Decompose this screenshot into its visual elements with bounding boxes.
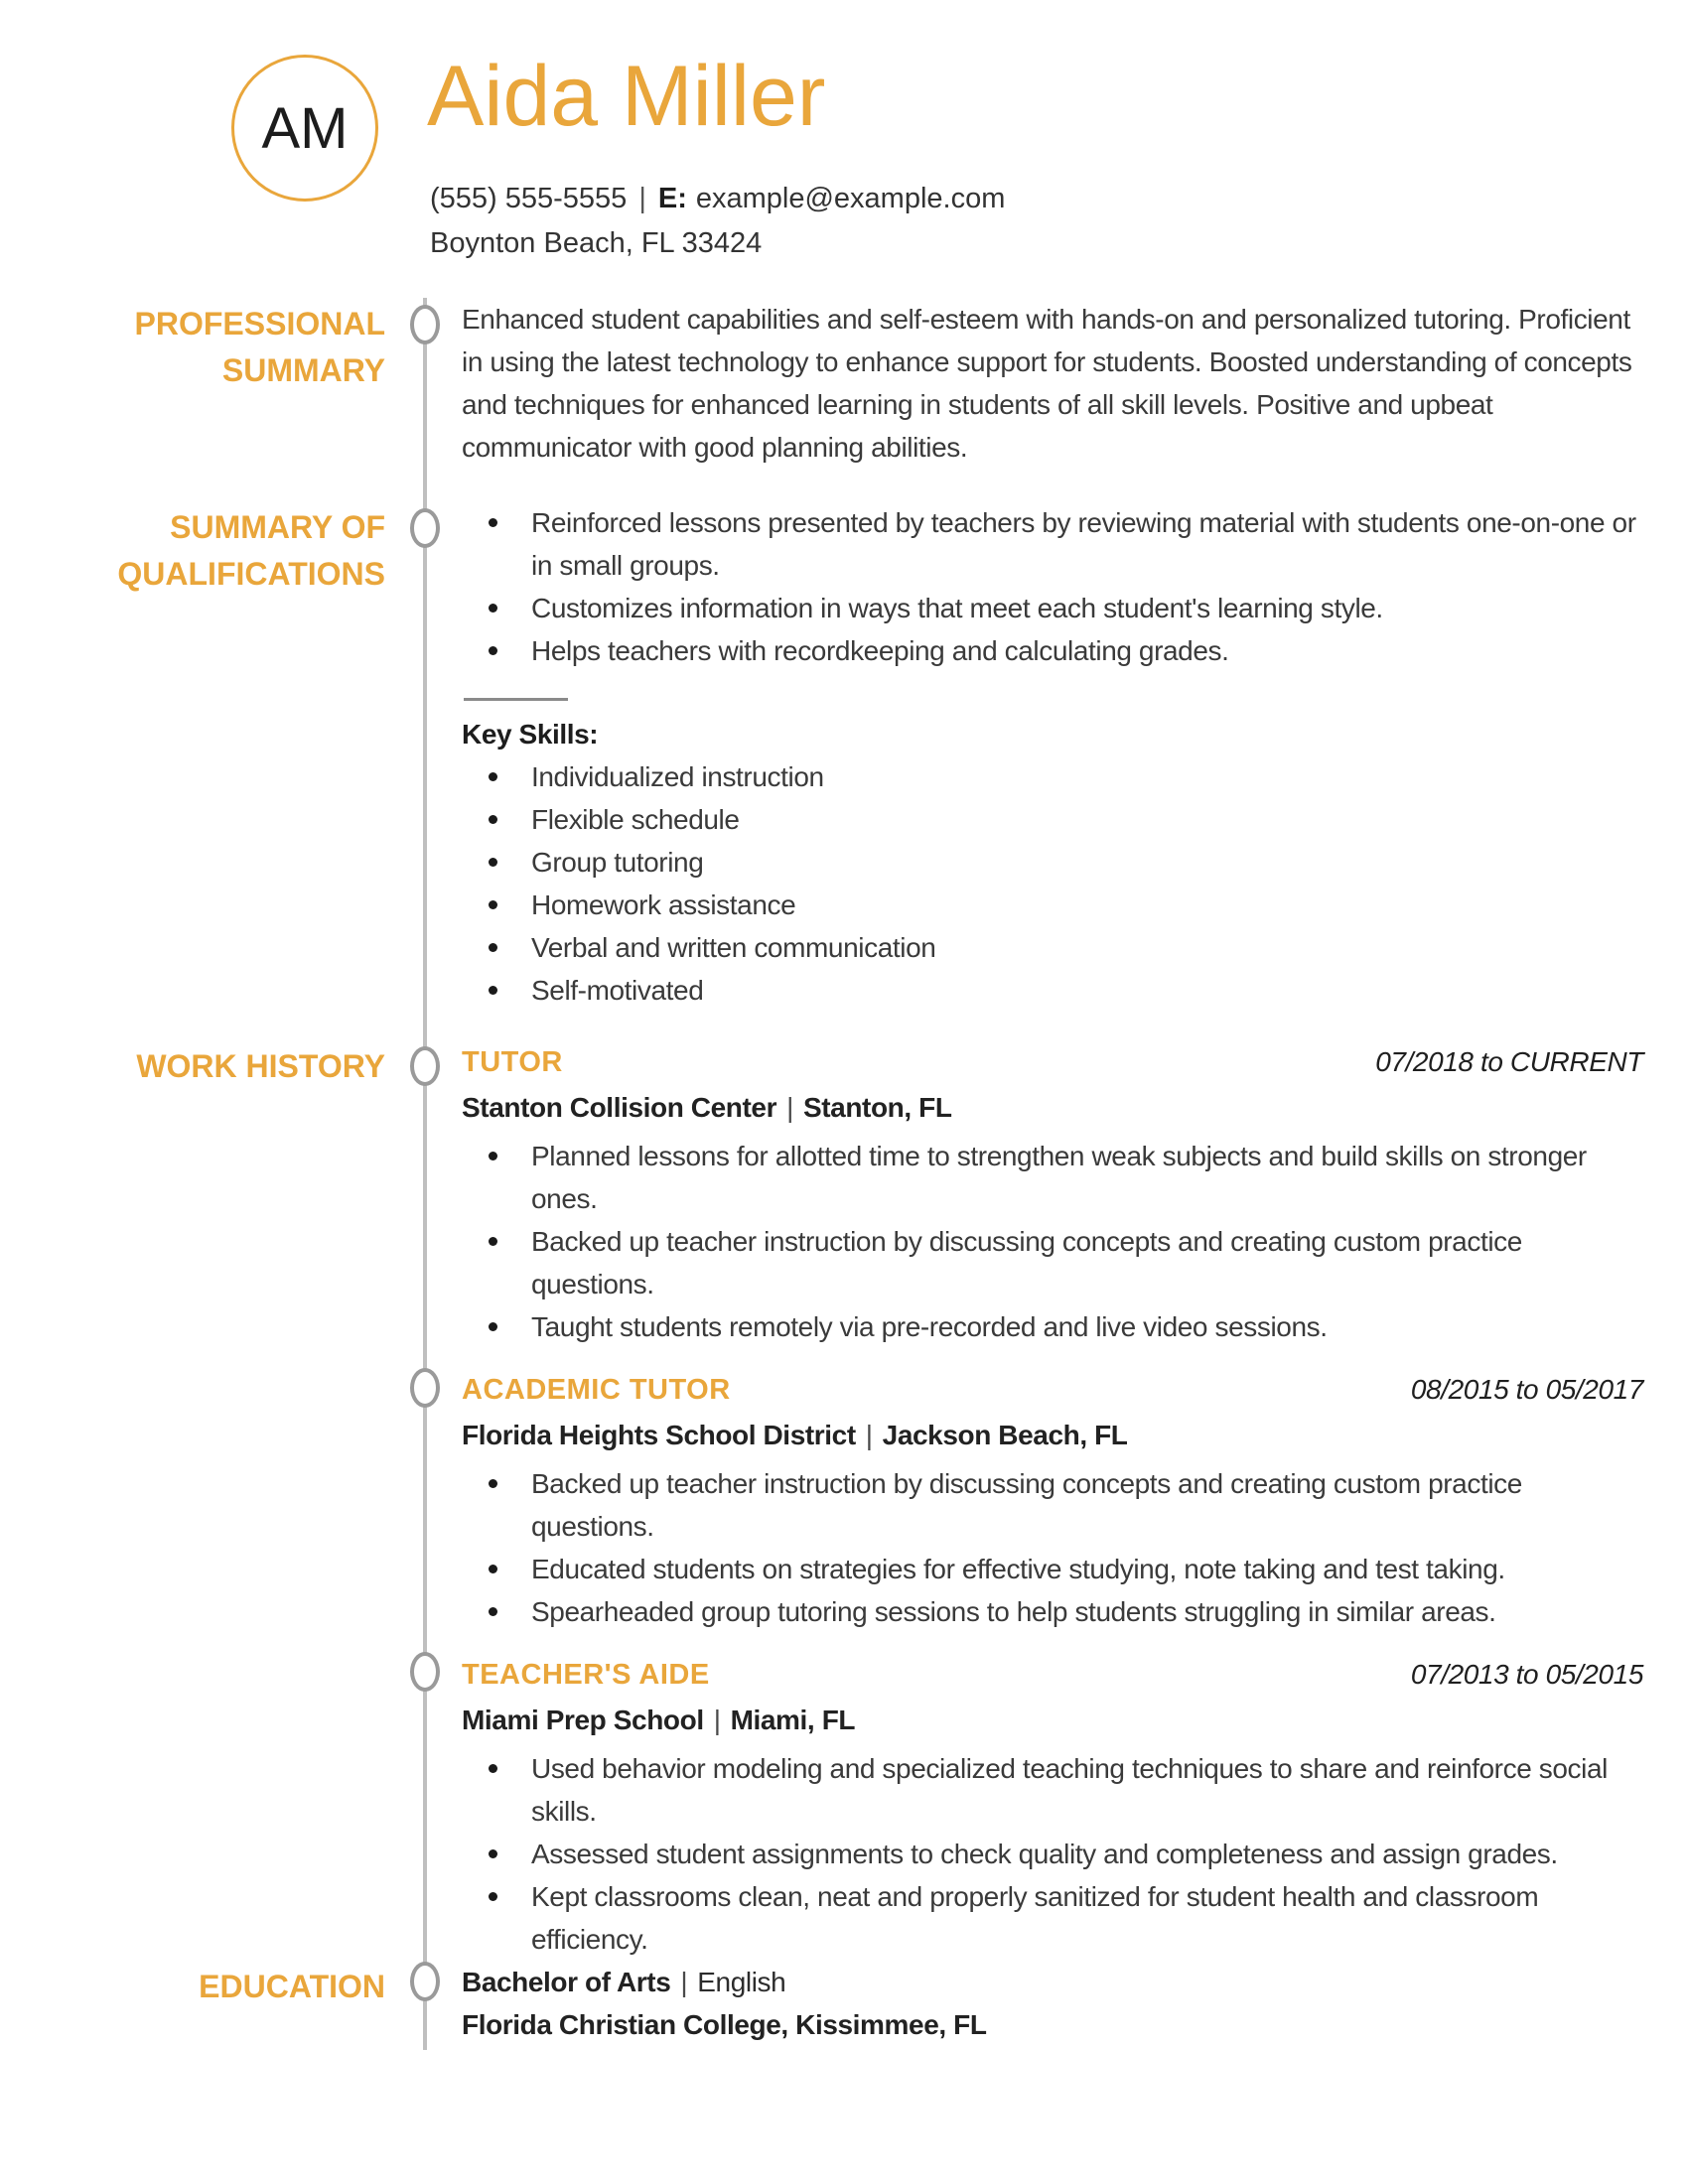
job-entry-academic-tutor (462, 1368, 1643, 1633)
company-location: Jackson Beach, FL (882, 1420, 1128, 1450)
job-title: TUTOR (462, 1046, 563, 1078)
timeline-line (423, 298, 427, 2050)
job-entry-teachers-aide (462, 1653, 1643, 1961)
company-name: Florida Heights School District (462, 1420, 856, 1450)
degree-separator: | (680, 1967, 688, 1997)
job-company-line (462, 1086, 1643, 1129)
location-line: Boynton Beach, FL 33424 (430, 227, 763, 259)
degree-name: Bachelor of Arts (462, 1967, 671, 1997)
company-location: Stanton, FL (802, 1092, 952, 1123)
job-title: TEACHER'S AIDE (462, 1659, 710, 1691)
phone-number: (555) 555-5555 (430, 183, 628, 214)
timeline-ring-professional-summary (410, 305, 440, 344)
contact-line (430, 183, 1005, 215)
email-label: E: (657, 183, 687, 214)
list-item: Self-motivated (462, 969, 1643, 1012)
list-item: Assessed student assignments to check quality and completeness and assign grades. (462, 1833, 1643, 1875)
job-bullet-list (462, 1135, 1643, 1348)
education-degree-line (462, 1961, 1643, 2003)
section-work-history (462, 1040, 1643, 1961)
list-item: Individualized instruction (462, 755, 1643, 798)
company-name: Miami Prep School (462, 1705, 704, 1735)
company-separator: | (713, 1705, 721, 1735)
section-education (462, 1961, 1643, 2046)
list-item: Reinforced lessons presented by teachers by reviewing material with students one-on-one or in small groups. (462, 501, 1643, 587)
heading-education: EDUCATION (199, 1969, 385, 2004)
list-item: Used behavior modeling and specialized teaching techniques to share and reinforce social skills. (462, 1747, 1643, 1833)
list-item: Backed up teacher instruction by discussing concepts and creating custom practice questions. (462, 1462, 1643, 1548)
company-name: Stanton Collision Center (462, 1092, 777, 1123)
heading-work-history: WORK HISTORY (136, 1048, 385, 1084)
job-title: ACADEMIC TUTOR (462, 1374, 731, 1406)
key-skills-list (462, 755, 1643, 1012)
job-dates: 07/2018 to CURRENT (1375, 1046, 1643, 1077)
list-item: Customizes information in ways that meet each student's learning style. (462, 587, 1643, 629)
list-item: Planned lessons for allotted time to strengthen weak subjects and build skills on stronger ones. (462, 1135, 1643, 1220)
list-item: Verbal and written communication (462, 926, 1643, 969)
job-entry-tutor (462, 1040, 1643, 1348)
list-item: Kept classrooms clean, neat and properly sanitized for student health and classroom efficiency. (462, 1875, 1643, 1961)
timeline-ring-job-3 (410, 1652, 440, 1692)
monogram-badge (231, 55, 378, 202)
list-item: Flexible schedule (462, 798, 1643, 841)
list-item: Spearheaded group tutoring sessions to help students struggling in similar areas. (462, 1590, 1643, 1633)
contact-separator: | (638, 183, 646, 214)
key-skills-divider (464, 698, 568, 701)
timeline-ring-job-2 (410, 1368, 440, 1408)
timeline-ring-education (410, 1962, 440, 2001)
qualifications-bullet-list (462, 501, 1643, 672)
heading-professional-summary: PROFESSIONAL SUMMARY (134, 306, 385, 388)
job-header (462, 1368, 1643, 1412)
job-header (462, 1653, 1643, 1697)
list-item: Helps teachers with recordkeeping and calculating grades. (462, 629, 1643, 672)
timeline-ring-work-history (410, 1046, 440, 1086)
job-dates: 07/2013 to 05/2015 (1410, 1659, 1643, 1690)
job-bullet-list (462, 1462, 1643, 1633)
list-item: Educated students on strategies for effective studying, note taking and test taking. (462, 1548, 1643, 1590)
professional-summary-text: Enhanced student capabilities and self-esteem with hands-on and personalized tutoring. Proficient in using the latest technology to enhance support for students. Boosted understanding of concepts and techniques for enhanced learning in students of all skill levels. Positive and upbeat communicator with good planning abilities. (462, 304, 1632, 463)
list-item: Homework assistance (462, 884, 1643, 926)
job-header (462, 1040, 1643, 1084)
list-item: Group tutoring (462, 841, 1643, 884)
company-separator: | (865, 1420, 873, 1450)
email-address: example@example.com (695, 183, 1006, 214)
education-school-line: Florida Christian College, Kissimmee, FL (462, 2009, 987, 2040)
job-bullet-list (462, 1747, 1643, 1961)
company-location: Miami, FL (730, 1705, 856, 1735)
company-separator: | (786, 1092, 793, 1123)
job-dates: 08/2015 to 05/2017 (1410, 1374, 1643, 1405)
monogram-initials: AM (261, 95, 349, 161)
list-item: Backed up teacher instruction by discussing concepts and creating custom practice questions. (462, 1220, 1643, 1305)
section-professional-summary (462, 298, 1643, 469)
degree-field: English (697, 1967, 786, 1997)
key-skills-label: Key Skills: (462, 719, 599, 750)
job-company-line (462, 1699, 1643, 1741)
name-heading: Aida Miller (427, 49, 826, 144)
section-summary-of-qualifications (462, 501, 1643, 1012)
job-company-line (462, 1414, 1643, 1456)
heading-summary-of-qualifications: SUMMARY OF QUALIFICATIONS (117, 509, 385, 592)
list-item: Taught students remotely via pre-recorded and live video sessions. (462, 1305, 1643, 1348)
timeline-ring-summary-of-qualifications (410, 508, 440, 548)
